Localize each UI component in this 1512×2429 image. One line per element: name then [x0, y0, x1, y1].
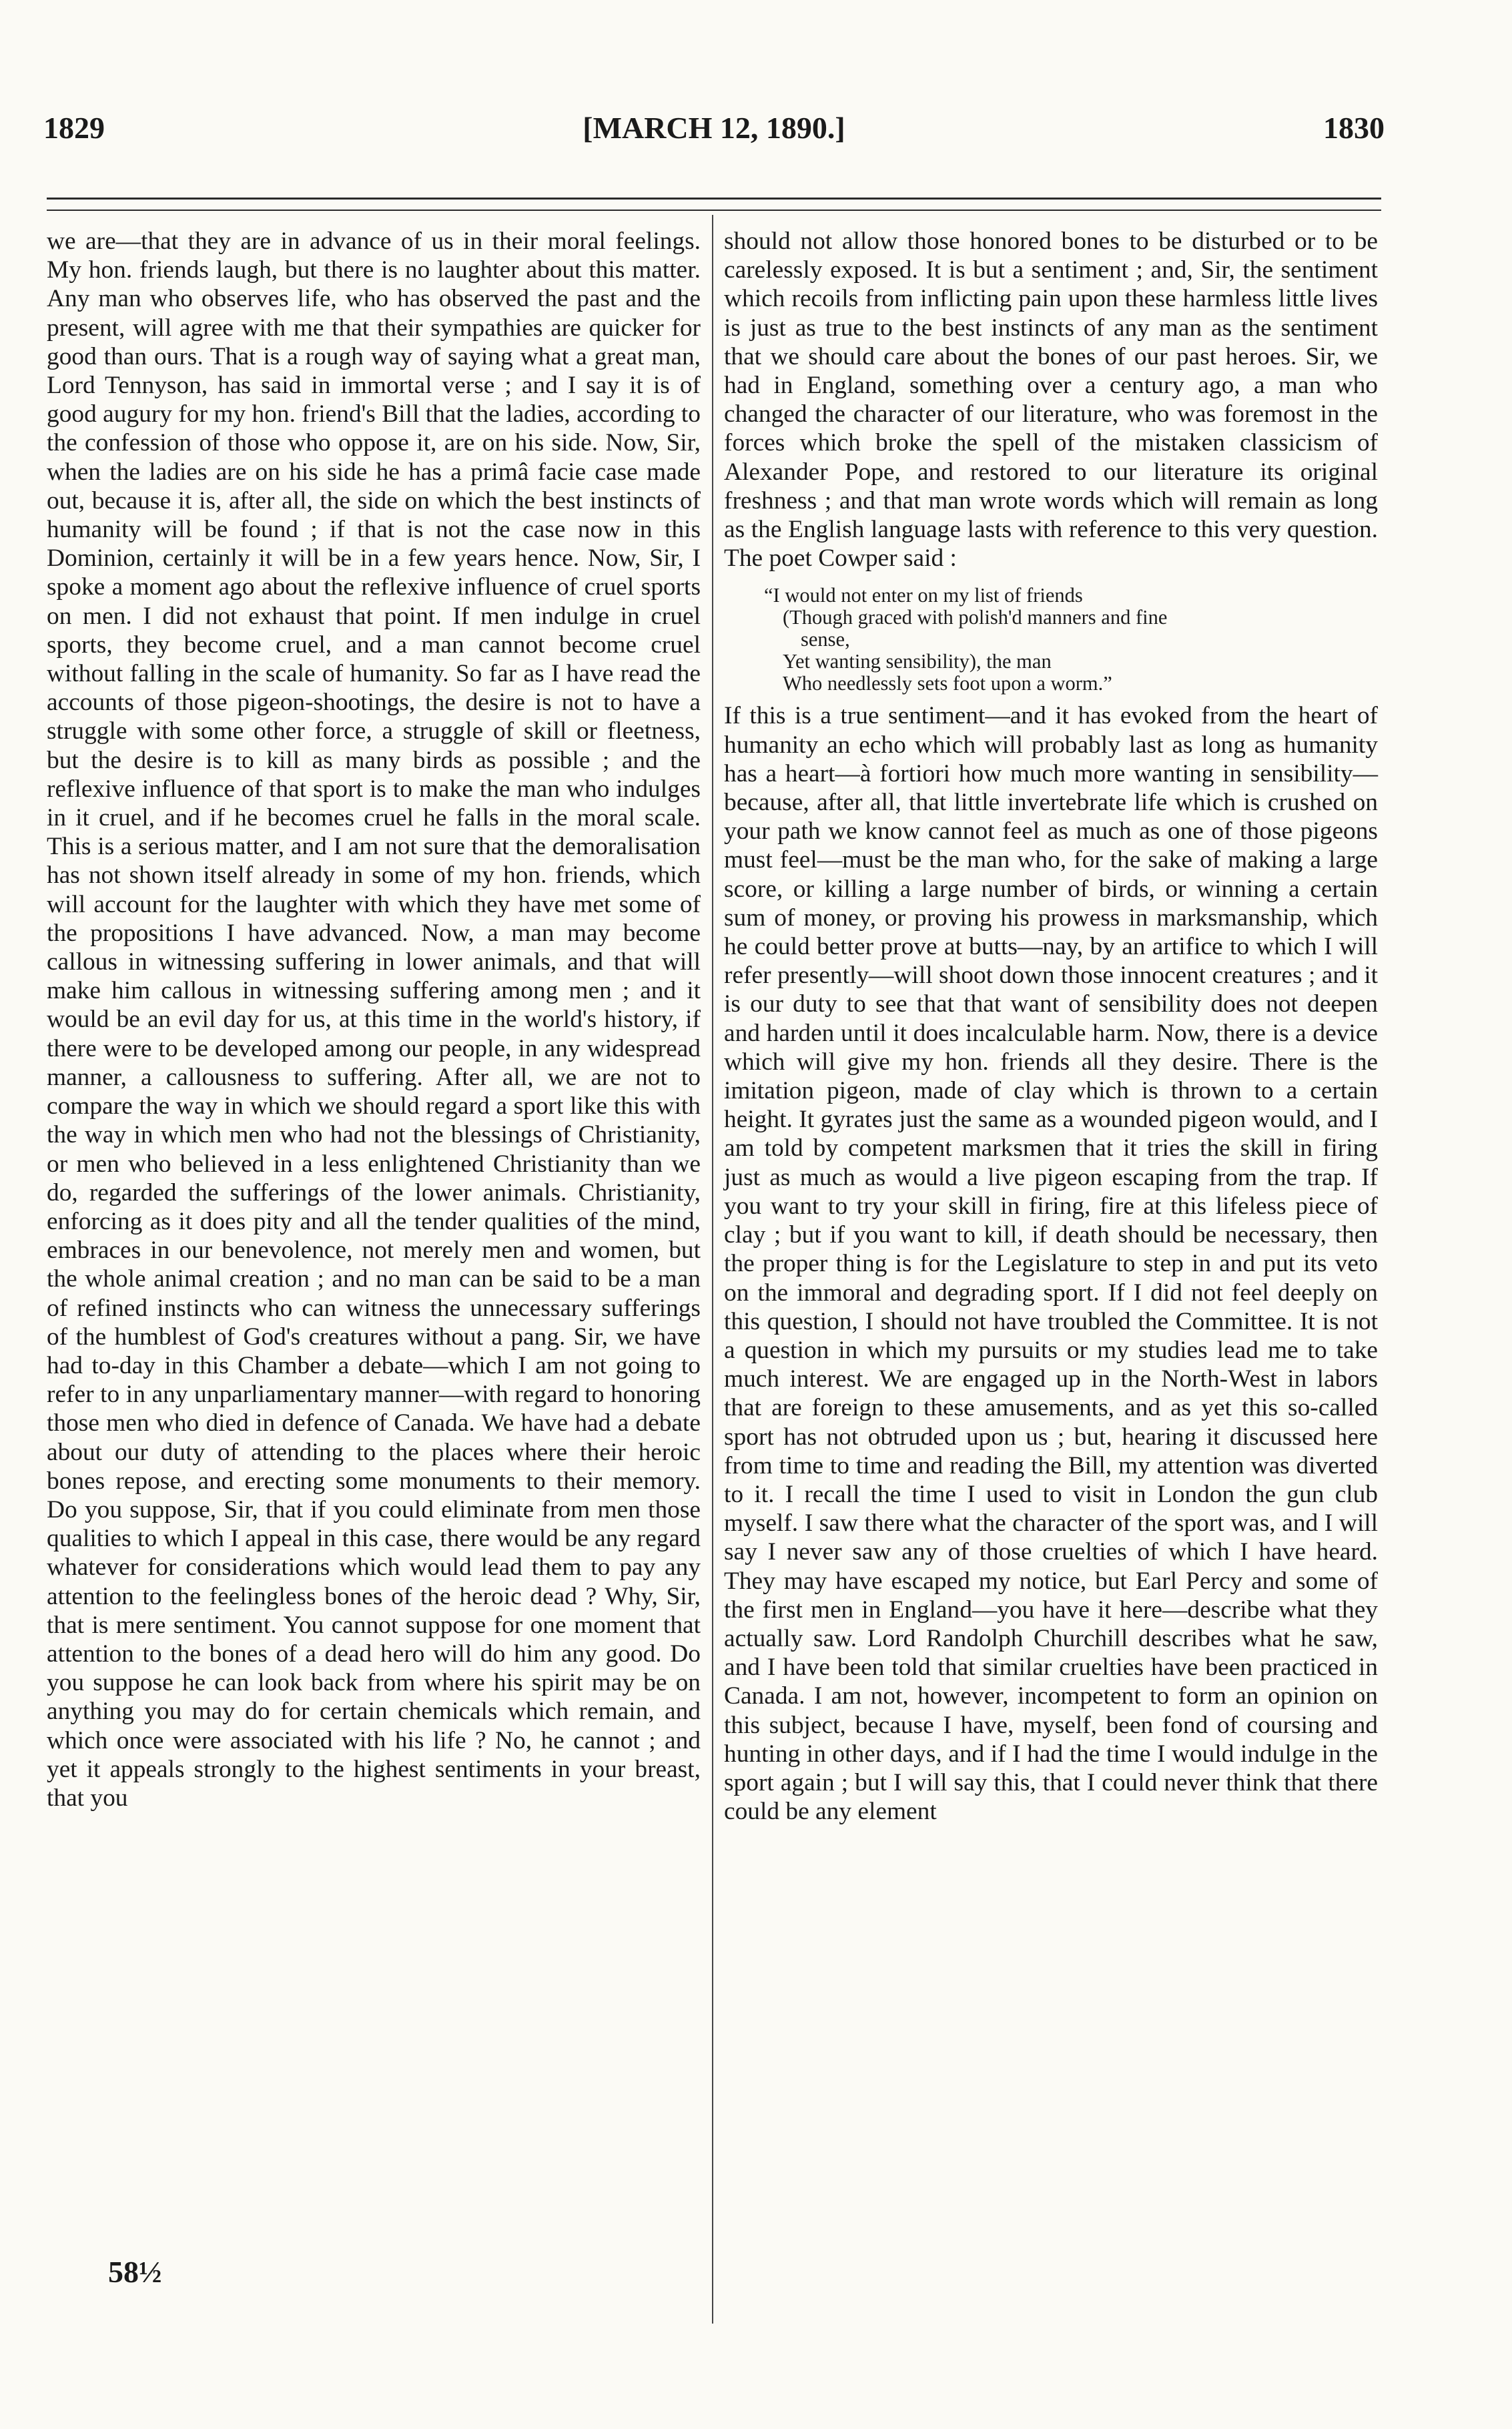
header-rule-top: [47, 198, 1381, 200]
quote-line: sense,: [801, 628, 850, 651]
right-page-number: 1830: [1323, 111, 1385, 145]
signature-mark: 58½: [108, 2255, 162, 2289]
header-date: [MARCH 12, 1890.]: [583, 111, 845, 145]
quote-line: (Though graced with polish'd manners and fine: [783, 606, 1168, 629]
right-column-paragraph-1: should not allow those honored bones to be disturbed or to be carelessly exposed. It is but a sentiment ; and, Sir, the sentiment which recoils from inflicting pain upon these harmless little lives is just as true to the best instincts of any man as the sentiment that we should care about the bones of our past heroes. Sir, we had in England, something over a century ago, a man who changed the character of our literature, who was foremost in the forces which broke the spell of the mistaken classicism of Alexander Pope, and restored to our literature its original freshness ; and that man wrote words which will remain as long as the English language lasts with reference to this very question. The poet Cowper said :: [724, 228, 1378, 573]
quote-line: “I would not enter on my list of friends: [764, 584, 1083, 607]
right-column-paragraph-2: If this is a true sentiment—and it has evoked from the heart of humanity an echo which will probably last as long as humanity has a heart—à fortiori how much more wanting in sensibility—because, after all, that little invertebrate life which is crushed on your path we know cannot feel as much as one of those pigeons must feel—must be the man who, for the sake of making a large score, or killing a large number of birds, or winning a certain sum of money, or proving his prowess in marksmanship, which he could better prove at butts—nay, by an artifice to which I will refer presently—will shoot down those innocent creatures ; and it is our duty to see that that want of sensibility does not deepen and harden until it does incalculable harm. Now, there is a device which will give my hon. friends all they desire. There is the imitation pigeon, made of clay which is thrown to a certain height. It gyrates just the same as a wounded pigeon would, and I am told by competent marksmen that it tries the skill in firing just as much as would a live pigeon escaping from the trap. If you want to try your skill in firing, fire at this lifeless piece of clay ; but if you want to kill, if death should be necessary, then the proper thing is for the Legislature to step in and put its veto on the immoral and degrading sport. If I did not feel deeply on this question, I should not have troubled the Committee. It is not a question in which my pursuits or my studies lead me to take much interest. We are engaged up in the North-West in labors that are foreign to these amusements, and as yet this so-called sport has not obtruded upon us ; but, hearing it discussed here from time to time and reading the Bill, my attention was diverted to it. I recall the time I used to visit in London the gun club myself. I saw there what the character of the sport was, and I will say I never saw any of those cruelties of which I have heard. They may have escaped my notice, but Earl Percy and some of the first men in England—you have it here—describe what they actually saw. Lord Randolph Churchill describes what he saw, and I have been told that similar cruelties have been practiced in Canada. I am not, however, incompetent to form an opinion on this subject, because I have, myself, been fond of coursing and hunting in other days, and if I had the time I would indulge in the sport again ; but I will say this, that I could never think that there could be any element: [724, 702, 1378, 1826]
header-rule-bottom: [47, 210, 1381, 211]
quote-line: Who needlessly sets foot upon a worm.”: [783, 672, 1112, 695]
quote-line: Yet wanting sensibility), the man: [783, 650, 1052, 673]
left-page-number: 1829: [43, 111, 105, 145]
left-column: [47, 227, 701, 1812]
right-column: [724, 227, 1378, 1826]
column-divider: [712, 215, 713, 2324]
cowper-quotation: [764, 585, 1378, 695]
left-column-text: we are—that they are in advance of us in their moral feelings. My hon. friends laugh, but there is no laughter about this matter. Any man who observes life, who has observed the past and the present, will agree with me that their sympathies are quicker for good than ours. That is a rough way of saying what a great man, Lord Tennyson, has said in immortal verse ; and I say it is of good augury for my hon. friend's Bill that the ladies, according to the confession of those who oppose it, are on his side. Now, Sir, when the ladies are on his side he has a primâ facie case made out, because it is, after all, the side on which the best instincts of humanity will be found ; if that is not the case now in this Dominion, certainly it will be in a few years hence. Now, Sir, I spoke a moment ago about the reflexive influence of cruel sports on men. I did not exhaust that point. If men indulge in cruel sports, they become cruel, and a man cannot become cruel without falling in the scale of humanity. So far as I have read the accounts of those pigeon-shootings, the desire is not to have a struggle with some other force, a struggle of skill or fleetness, but the desire is to kill as many birds as possible ; and the reflexive influence of that sport is to make the man who indulges in it cruel, and if he becomes cruel he falls in the moral scale. This is a serious matter, and I am not sure that the demoralisation has not shown itself already in some of my hon. friends, which will account for the laughter with which they have met some of the propositions I have advanced. Now, a man may become callous in witnessing suffering in lower animals, and that will make him callous in witnessing suffering among men ; and it would be an evil day for us, at this time in the world's history, if there were to be developed among our people, in any widespread manner, a callousness to suffering. After all, we are not to compare the way in which we should regard a sport like this with the way in which men who had not the blessings of Christianity, or men who believed in a less enlightened Christianity than we do, regarded the sufferings of the lower animals. Christianity, enforcing as it does pity and all the tender qualities of the mind, embraces in our benevolence, not merely men and women, but the whole animal creation ; and no man can be said to be a man of refined instincts who can witness the unnecessary sufferings of the humblest of God's creatures without a pang. Sir, we have had to-day in this Chamber a debate—which I am not going to refer to in any unparliamentary manner—with regard to honoring those men who died in defence of Canada. We have had a debate about our duty of attending to the places where their heroic bones repose, and erecting some monuments to their memory. Do you suppose, Sir, that if you could eliminate from men those qualities to which I appeal in this case, there would be any regard whatever for considerations which would lead them to pay any attention to the feelingless bones of the heroic dead ? Why, Sir, that is mere sentiment. You cannot suppose for one moment that attention to the bones of a dead hero will do him any good. Do you suppose he can look back from where his spirit may be on anything you may do for certain chemicals which remain, and which once were associated with his life ? No, he cannot ; and yet it appeals strongly to the highest sentiments in your breast, that you: [47, 228, 701, 1812]
page-header: [43, 110, 1385, 163]
